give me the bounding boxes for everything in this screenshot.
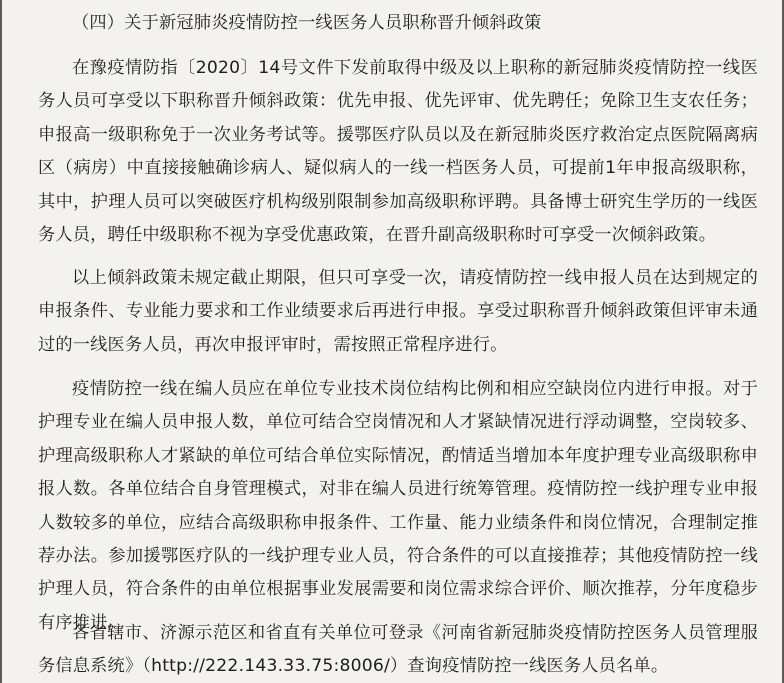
paragraph-staffing: 疫情防控一线在编人员应在单位专业技术岗位结构比例和相应空缺岗位内进行申报。对于护理专业在编人员申报人数，单位可结合空岗情况和人才紧缺情况进行浮动调整，空岗较多、护理高级职称人才紧缺的单位可结合单位实际情况，酌情适当增加本年度护理专业高级职称申报人数。各单位结合自身管理模式，对非在编人员进行统筹管理。疫情防控一线护理专业申报人数较多的单位，应结合高级职称申报条件、工作量、能力业绩条件和岗位情况，合理制定推荐办法。参加援鄂医疗队的一线护理专业人员，符合条件的可以直接推荐；其他疫情防控一线护理人员，符合条件的由单位根据事业发展需要和岗位需求综合评价、顺次推荐，分年度稳步有序推进。: [38, 379, 758, 633]
section-heading: （四）关于新冠肺炎疫情防控一线医务人员职称晋升倾斜政策: [72, 13, 542, 33]
paragraph-tilt-policy: 在豫疫情防指〔2020〕14号文件下发前取得中级及以上职称的新冠肺炎疫情防控一线医务人员可享受以下职称晋升倾斜政策：优先申报、优先评审、优先聘任；免除卫生支农任务；申报高一级职称免于一次业务考试等。援鄂医疗队员以及在新冠肺炎医疗救治定点医院隔离病区（病房）中直接接触确诊病人、疑似病人的一线一档医务人员，可提前1年申报高级职称，其中，护理人员可以突破医疗机构级别限制参加高级职称评聘。具备博士研究生学历的一线医务人员，聘任中级职称不视为享受优惠政策，在晋升副高级职称时可享受一次倾斜政策。: [38, 58, 758, 246]
paragraph-deadline: 以上倾斜政策未规定截止期限，但只可享受一次，请疫情防控一线申报人员在达到规定的申报条件、专业能力要求和工作业绩要求后再进行申报。享受过职称晋升倾斜政策但评审未通过的一线医务人员，再次申报评审时，需按照正常程序进行。: [38, 268, 758, 355]
paragraph-system-query: 各省辖市、济源示范区和省直有关单位可登录《河南省新冠肺炎疫情防控医务人员管理服务信息系统》（http://222.143.33.75:8006/）查询疫情防控一线医务人员名单。: [38, 623, 758, 677]
